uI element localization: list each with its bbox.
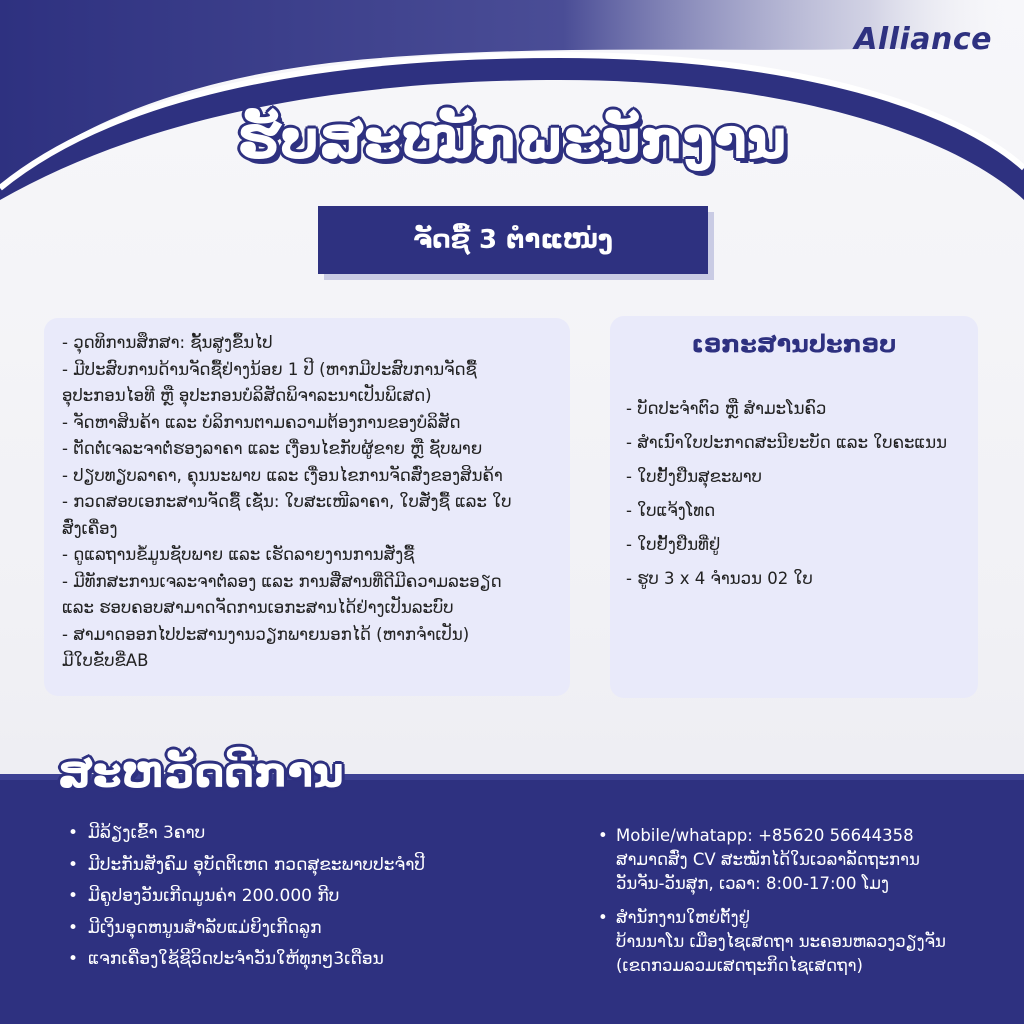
document-item: - ສຳເນົາໃບປະກາດສະນີຍະບັດ ແລະ ໃບຄະແນນ (626, 433, 947, 452)
requirement-line: - ຈັດຫາສິນຄ້າ ແລະ ບໍລິການຕາມຄວາມຕ້ອງການຂອງບໍລິສັດ (62, 412, 461, 432)
requirement-line: - ກວດສອບເອກະສານຈັດຊື້ ເຊັ່ນ: ໃບສະເໜີລາຄາ, ໃບສັ່ງຊື້ ແລະ ໃບ (62, 492, 512, 511)
benefit-item: • ແຈກເຄື່ອງໃຊ້ຊີວິດປະຈຳວັນໃຫ້ທຸກໆ3ເດືອນ (68, 944, 538, 976)
hours-line: ວັນຈັນ-ວັນສຸກ, ເວລາ: 8:00-17:00 ໂມງ (616, 874, 889, 893)
page-title: ຮັບສະໝັກພະນັກງານ (237, 108, 787, 171)
document-item: - ໃບຢັ້ງຢືນທີ່ຢູ່ (626, 535, 721, 554)
requirement-line: ສົ່ງເຄື່ອງ (62, 518, 118, 538)
documents-list (626, 392, 966, 596)
contact-phone-block (598, 824, 1018, 896)
address-line: ບ້ານນາໂນ ເມືອງໄຊເສດຖາ ນະຄອນຫລວງວຽງຈັນ (616, 932, 946, 951)
benefits-title: ສະຫວັດດີການ (58, 748, 344, 797)
positions-banner-text: ຈັດຊື້ 3 ຕຳແໜ່ງ (413, 225, 613, 255)
benefit-item: • ມີປະກັນສັງຄົມ ອຸບັດຕິເຫດ ກວດສຸຂະພາບປະຈຳປີ (68, 850, 538, 882)
document-item: - ໃບແຈ້ງໂທດ (626, 501, 716, 520)
benefit-item: • ມີລ້ຽງເຂົ້າ 3ຄາບ (68, 818, 538, 850)
requirement-line: ອຸປະກອນໄອທີ ຫຼື ອຸປະກອນບໍລິສັດພິຈາລະນາເປັນພິເສດ) (62, 386, 432, 405)
requirement-line: - ຕັດຕໍ່ເຈລະຈາຕໍ່ຮອງລາຄາ ແລະ ເງື່ອນໄຂກັບຜູ້ຂາຍ ຫຼື ຊັບພາຍ (62, 439, 483, 458)
requirement-line: - ປຽບທຽບລາຄາ, ຄຸນນະພາບ ແລະ ເງື່ອນໄຂການຈັດສົ່ງຂອງສິນຄ້າ (62, 465, 503, 485)
positions-banner (318, 206, 708, 274)
requirement-line: - ວຸດທິການສຶກສາ: ຊັ້ນສູງຂຶ້ນໄປ (62, 333, 273, 352)
document-item: - ໃບຢັ້ງຢືນສຸຂະພາບ (626, 467, 762, 486)
requirements-list (62, 330, 558, 675)
contact-address-block (598, 906, 1018, 978)
requirement-line: - ດູແລຖານຂໍ້ມູນຊັບພາຍ ແລະ ເຮັດລາຍງານການສັ່ງຊື້ (62, 545, 415, 564)
document-item: - ບັດປະຈຳຕົວ ຫຼື ສຳມະໂນຄົວ (626, 399, 827, 418)
contact-info (598, 824, 1018, 988)
requirement-line: ແລະ ຮອບຄອບສາມາດຈັດການເອກະສານໄດ້ຢ່າງເປັນລະບົບ (62, 598, 454, 617)
requirement-line: ມີໃບຂັບຂີ່AB (62, 651, 149, 670)
phone-line: • Mobile/whatapp: +85620 56644358 (616, 826, 914, 845)
benefit-item: • ມີຄູປອງວັນເກີດມູນຄ່າ 200.000 ກີບ (68, 881, 538, 913)
documents-title: ເອກະສານປະກອບ (691, 330, 897, 358)
requirement-line: - ສາມາດອອກໄປປະສານງານວຽກພາຍນອກໄດ້ (ຫາກຈຳເປັນ) (62, 624, 470, 644)
document-item: - ຮູບ 3 x 4 ຈຳນວນ 02 ໃບ (626, 569, 813, 588)
alliance-logo: Alliance (854, 22, 992, 57)
benefits-list (68, 818, 538, 976)
requirement-line: - ມີປະສົບການດ້ານຈັດຊື້ຢ່າງນ້ອຍ 1 ປີ (ຫາກມີປະສົບການຈັດຊື້ (62, 359, 477, 379)
cv-line: ສາມາດສົ່ງ CV ສະໝັກໄດ້ໃນເວລາລັດຖະການ (616, 850, 920, 869)
benefit-item: • ມີເງິນອຸດຫນູນສຳລັບແມ່ຍິງເກີດລູກ (68, 913, 538, 945)
requirement-line: - ມີທັກສະການເຈລະຈາຕໍ່ລອງ ແລະ ການສື່ສານທີ່ດີມີຄວາມລະອຽດ (62, 571, 502, 591)
address-line: (ເຂດກວມລວມເສດຖະກິດໄຊເສດຖາ) (616, 956, 863, 975)
office-label: • ສຳນັກງານໃຫຍ່ຕັ້ງຢູ່ (616, 908, 750, 927)
